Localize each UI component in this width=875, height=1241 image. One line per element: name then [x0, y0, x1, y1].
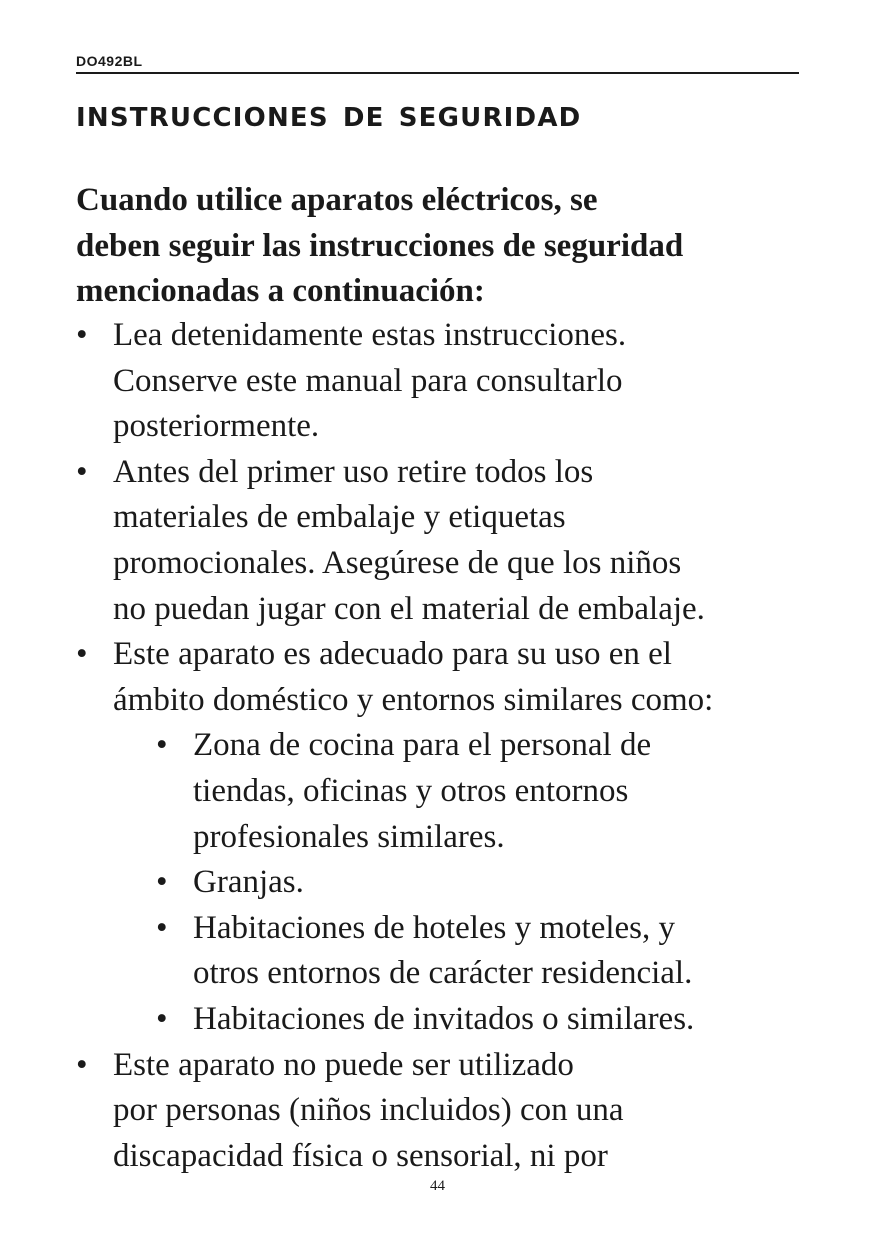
sub-list-item-line: Zona de cocina para el personal de — [193, 727, 652, 764]
sub-list-item — [76, 906, 816, 997]
intro-line: Cuando utilice aparatos eléctricos, se — [76, 182, 598, 218]
list-item — [76, 450, 816, 632]
list-item-line: posteriormente. — [113, 408, 320, 445]
bullet-icon: • — [156, 909, 168, 946]
intro-line: mencionadas a continuación: — [76, 273, 485, 310]
intro-line: deben seguir las instrucciones de seguridad — [76, 227, 684, 264]
list-item-line: Este aparato no puede ser utilizado — [113, 1046, 574, 1083]
list-item-line: ámbito doméstico y entornos similares como: — [113, 681, 714, 718]
list-item-line: Conserve este manual para consultarlo — [113, 362, 623, 399]
sub-list-item-line: Habitaciones de hoteles y moteles, y — [193, 909, 676, 946]
header-rule — [76, 72, 799, 74]
list-item-line: por personas (niños incluidos) con una — [113, 1092, 624, 1129]
bullet-icon: • — [76, 636, 88, 673]
sub-list-item — [76, 997, 816, 1043]
sub-list-item — [76, 723, 816, 860]
list-item-line: Este aparato es adecuado para su uso en el — [113, 636, 672, 673]
intro-paragraph — [76, 178, 806, 315]
safety-list — [76, 313, 816, 1179]
list-item — [76, 313, 816, 450]
bullet-icon: • — [76, 1046, 88, 1083]
list-item — [76, 632, 816, 723]
list-item-line: Lea detenidamente estas instrucciones. — [113, 317, 627, 353]
bullet-icon: • — [156, 1000, 168, 1037]
list-item — [76, 1043, 816, 1180]
sub-list-item-line: tiendas, oficinas y otros entornos — [193, 772, 629, 809]
list-item-line: promocionales. Asegúrese de que los niños — [113, 544, 682, 581]
list-item-line: no puedan jugar con el material de embalaje. — [113, 590, 705, 627]
page-number: 44 — [430, 1178, 445, 1194]
sub-list-item — [76, 860, 816, 906]
bullet-icon: • — [156, 727, 168, 764]
sub-list-item-line: Habitaciones de invitados o similares. — [193, 1000, 695, 1037]
bullet-icon: • — [156, 864, 168, 901]
list-item-line: materiales de embalaje y etiquetas — [113, 499, 566, 536]
list-item-line: discapacidad física o sensorial, ni por — [113, 1137, 608, 1174]
bullet-icon: • — [76, 453, 88, 490]
sub-list-item-line: profesionales similares. — [193, 818, 505, 855]
page-title: instrucciones de seguridad — [76, 92, 582, 135]
sub-list-item-line: otros entornos de carácter residencial. — [193, 955, 693, 992]
bullet-icon: • — [76, 317, 88, 353]
sub-list-item-line: Granjas. — [193, 864, 304, 901]
list-item-line: Antes del primer uso retire todos los — [113, 453, 594, 490]
model-number: DO492BL — [76, 53, 143, 69]
